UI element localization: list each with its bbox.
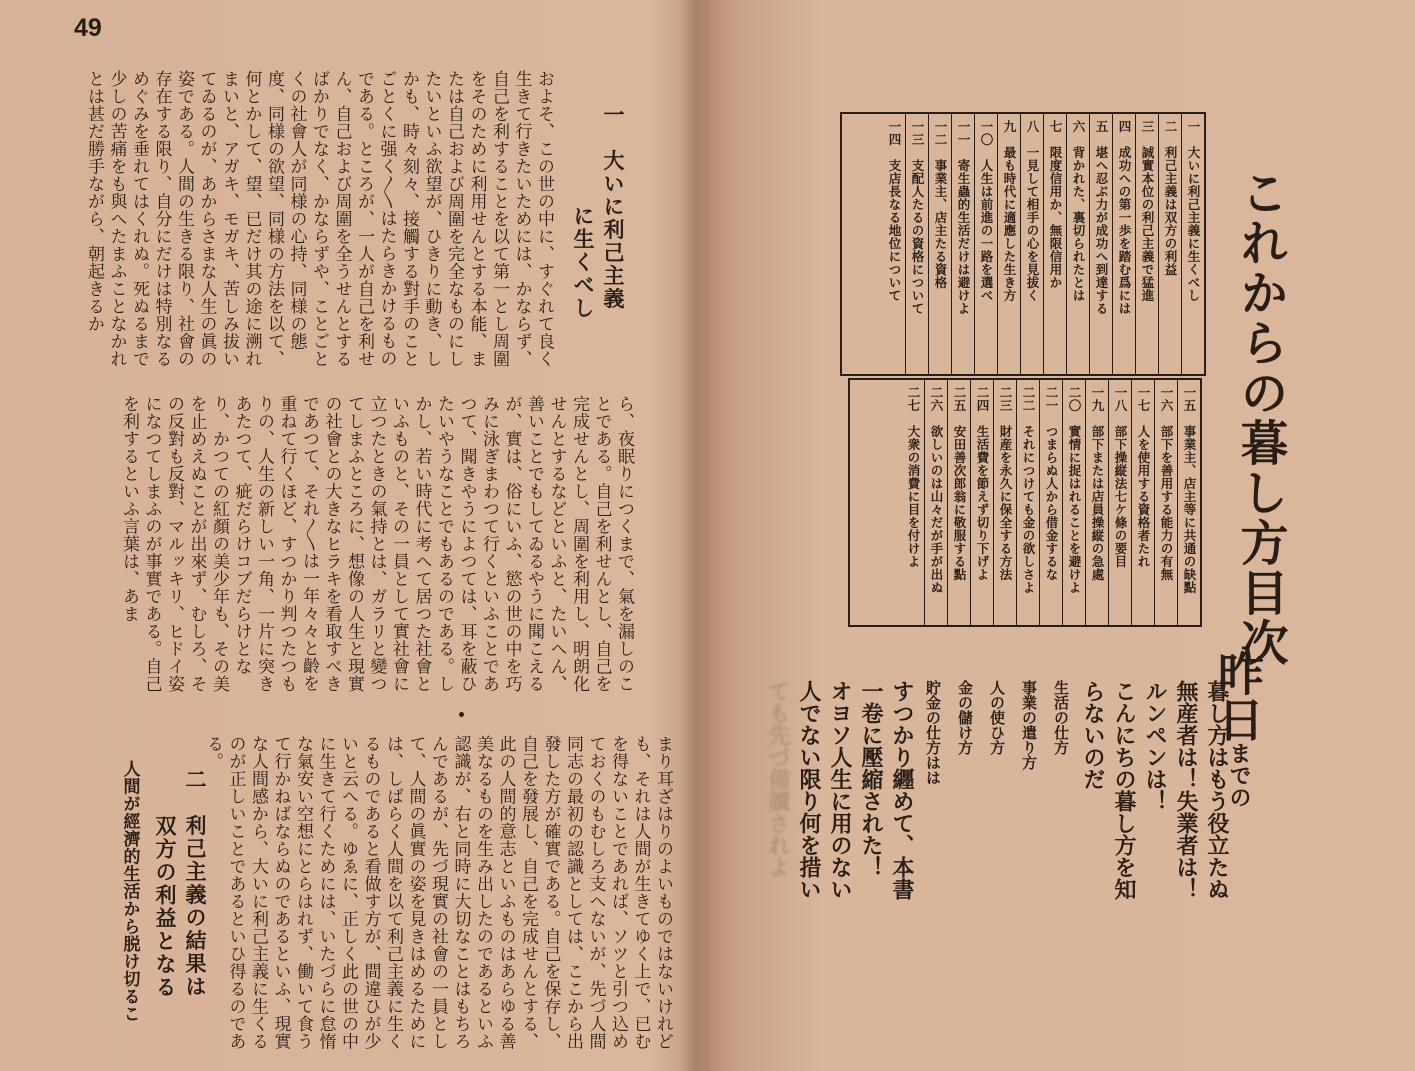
toc-item — [1112, 114, 1135, 374]
ad-list-1: 生活の仕方 — [1052, 680, 1070, 755]
ad-line-7: 一卷に壓縮された！ — [858, 680, 883, 878]
toc-item-text: 人生は前進の一路を選べ — [979, 158, 994, 302]
toc-item-text: 生活費を節えず切り下げよ — [975, 424, 990, 581]
toc-item-text: 誠實本位の利己主義で猛進 — [1140, 145, 1155, 302]
toc-item-text: 人を使用する資格者たれ — [1136, 424, 1151, 568]
toc-item-number: 一六 — [1159, 386, 1174, 412]
toc-item — [882, 114, 905, 374]
toc-item — [1181, 114, 1204, 374]
toc-item-text: 一見して相手の心を見拔く — [1025, 145, 1040, 302]
toc-item-number: 二二 — [1021, 386, 1036, 412]
toc-item — [1154, 380, 1177, 625]
toc-item-number: 九 — [1002, 120, 1017, 133]
toc-item-number: 二 — [1163, 120, 1178, 133]
toc-item-number: 一四 — [887, 120, 902, 146]
toc-item — [974, 114, 997, 374]
ad-line-9: 人でない限り何を措い — [796, 680, 821, 900]
ad-line-10: ても先づ備讀されよ — [765, 680, 790, 878]
toc-item-number: 一二 — [933, 120, 948, 146]
toc-item — [1158, 114, 1181, 374]
toc-item-number: 一 — [1186, 120, 1201, 133]
section2-heading-2: 双方の利益となる — [153, 815, 178, 999]
toc-item-text: 支店長なる地位について — [887, 158, 902, 302]
toc-item — [1089, 114, 1112, 374]
toc-item — [951, 114, 974, 374]
toc-item-text: 部下または店員操縦の急處 — [1090, 424, 1105, 581]
toc-box-1 — [840, 112, 1206, 376]
toc-item-number: 八 — [1025, 120, 1040, 133]
section2-prev-text: まり耳ざはりのよいものではないけれども、それは人間が生きてゆく上で、已むを得ないことであれば、ソツと引つ込めておくのもむしろ支へないが、先づ人間同志の最初の認識としては、ここから出發した方が確實である。自己を保存し、自己を發展し、自己を完成せんとする、此の人間的意志といふものはあらゆる善美なるものを生み出したのであるといふ認識が、右と同時に大切なことはもちろんであるが、先づ現實の社會の一員として、人間の眞實の姿を見きはめるためには、しばらく人間を以て利己主義に生くるものであると看做す方が、間違ひが少いと云へる。ゆゑに、正しく此の世の中に生きて行くためには、いたづらに怠惰な氣安い空想にとらはれず、働いて食うて行かねばならぬのであるといふ、現實な人間感から、大いに利己主義に生くるのが正しいことであるといひ得るのである。 — [203, 735, 673, 1050]
toc-item — [905, 114, 928, 374]
book-gutter — [680, 0, 710, 1071]
toc-item-number: 二五 — [952, 386, 967, 412]
section1-heading-2: に生くべし — [571, 205, 596, 320]
toc-item-text: 安田善次郎翁に敬服する點 — [952, 424, 967, 581]
ad-list-3: 人の使ひ方 — [988, 680, 1006, 755]
toc-item — [1177, 380, 1200, 625]
ad-line-3: ルンペンは！ — [1142, 680, 1167, 812]
ad-line-6: すつかり纒めて、本書 — [889, 680, 914, 900]
toc-title: これからの暮し方目次 — [1232, 168, 1288, 668]
toc-item-text: 實情に捉はれることを避けよ — [1067, 424, 1082, 594]
section2-body: 人間が經濟的生活から脱け切るこ — [119, 760, 140, 1023]
ad-list-2: 事業の遣り方 — [1020, 680, 1038, 770]
toc-item — [901, 380, 924, 625]
toc-item — [1062, 380, 1085, 625]
ad-list-5: 貯金の仕方はは — [924, 680, 942, 785]
toc-item — [947, 380, 970, 625]
section1-body-top: およそ、この世の中に、すぐれて良く生きて行きたいためには、かならず、自己を利することを以て第一とし周圍をそのために利用せんとする本能、または自己および周圍を完全なものにしたいといふ欲望が、ひきりに動き、しかも、時々刻々、接觸する對手のことごとくに强く〳〵はたらきかけるものである。ところが、一人が自己を利せん、自己および周圍を全うせんとするばかりでなく、かならずや、ことごとくの社會人が同様の心持、同様の態度、同様の欲望、同様の方法を以て、何とかして、望、已だけ其の途に溯れまいと、アガキ、モガキ、苦しみ拔いてゐるのが、あからさまな人生の眞の姿である。人間の生きる限り、社會の存在する限り、自分にだけは特別なるめぐみを垂れてはくれぬ。死ぬるまで少しの苦痛をも與へたまふことなかれとは甚だ勝手ながら、朝起きるか — [84, 70, 554, 368]
toc-item-number: 一三 — [910, 120, 925, 146]
toc-item-text: それにつけても金の欲しさよ — [1021, 424, 1036, 594]
section1-body-bottom: ら、夜眠りにつくまで、氣を漏しのことである。自己を利せんとし、自己を完成せんとし、周圍を利用し、明朗化せんとするなどといふと、たいへん、善いことでもしてゐるやうに聞こえるが、實は、俗にいふ、慾の世の中を巧みに泳ぎまわつて行くといふことであつて、聞きやうによつては、耳を蔽ひたいやうなことでもあるのである。しかし、若い時代に考へて居つた社會といふものと、その一員として實社會に立つたときの氣持とは、ガラリと變つてしまふところに、想像の人生と現實の社會との大きなヒラキを看取すべきであつて、それ〳〵は一年々々と齡を重ねて行くほど、すつかり判つたつもりの、人生の新しい一角、一片に突きあたつて、疵だらけコブだらけとなり、かつての紅顏の美少年も、その美を止めえぬことが出來ず、むしろ、その反對も反對、マルッキリ、ヒドイ姿になつてしまふのが事實である。自己を利するといふ言葉は、あま — [119, 395, 634, 693]
toc-item — [924, 380, 947, 625]
ad-list-4: 金の儲け方 — [956, 680, 974, 755]
toc-item-number: 一一 — [956, 120, 971, 146]
toc-item-text: 大いに利己主義に生くべし — [1186, 145, 1201, 302]
toc-item-text: 寄生蟲的生活だけは避けよ — [956, 158, 971, 315]
toc-item-text: 最も時代に適應した生き方 — [1002, 145, 1017, 302]
toc-item-number: 六 — [1071, 120, 1086, 133]
section2-heading — [180, 750, 240, 999]
toc-item — [928, 114, 951, 374]
toc-item-text: 支配人たるの資格について — [910, 158, 925, 315]
toc-item-number: 三 — [1140, 120, 1155, 133]
toc-item-number: 二四 — [975, 386, 990, 412]
toc-item-number: 二一 — [1044, 386, 1059, 412]
toc-item-number: 一七 — [1136, 386, 1151, 412]
section1-title-1: 大いに利己主義 — [601, 149, 626, 311]
toc-item-number: 一〇 — [979, 120, 994, 146]
toc-item-number: 一五 — [1182, 386, 1197, 412]
toc-item-text: 事業主、店主等に共通の缺點 — [1182, 424, 1197, 594]
page-number: 49 — [74, 14, 102, 42]
toc-item-text: 利己主義は双方の利益 — [1163, 145, 1178, 276]
ad-line-5: らないのだ — [1080, 680, 1105, 790]
section2-num: 二 — [183, 768, 208, 792]
toc-item-text: つまらぬ人から借金するな — [1044, 424, 1059, 581]
section1-heading — [598, 85, 658, 311]
toc-box-2 — [848, 378, 1202, 627]
toc-item-text: 限度信用か、無限信用か — [1048, 145, 1063, 289]
toc-item — [1043, 114, 1066, 374]
toc-item-number: 五 — [1094, 120, 1109, 133]
toc-item-text: 財産を永久に保全する方法 — [998, 424, 1013, 581]
toc-item — [1135, 114, 1158, 374]
ad-headline-big: 昨日 — [1211, 650, 1265, 742]
section2-title-1: 利己主義の結果は — [183, 814, 208, 999]
toc-item — [1131, 380, 1154, 625]
toc-item-text: 欲しいのは山々だが手が出ぬ — [929, 424, 944, 594]
toc-item-number: 二〇 — [1067, 386, 1082, 412]
toc-item — [1085, 380, 1108, 625]
toc-item — [1016, 380, 1039, 625]
toc-item-number: 二六 — [929, 386, 944, 412]
toc-item-text: 部下操縦法七ケ條の要目 — [1113, 424, 1128, 568]
toc-item-text: 成功への第一歩を踏む爲には — [1117, 145, 1132, 315]
toc-item-text: 堪へ忍ぶ力が成功へ到達する — [1094, 145, 1109, 315]
section1-num: 一 — [601, 103, 626, 127]
toc-item — [1066, 114, 1089, 374]
toc-item-number: 四 — [1117, 120, 1132, 133]
ad-body — [762, 680, 1232, 1010]
ad-line-1: 暮し方はもう役立たぬ — [1204, 680, 1229, 900]
toc-item-number: 一八 — [1113, 386, 1128, 412]
toc-item — [970, 380, 993, 625]
toc-item — [997, 114, 1020, 374]
toc-item-text: 大衆の消費に目を付けよ — [906, 424, 921, 568]
toc-item — [1108, 380, 1131, 625]
toc-item — [993, 380, 1016, 625]
ad-line-2: 無産者は！失業者は！ — [1173, 680, 1198, 900]
toc-item — [1020, 114, 1043, 374]
ad-line-4: こんにちの暮し方を知 — [1111, 680, 1136, 900]
ad-line-8: オヨソ人生に用のない — [827, 680, 852, 900]
toc-item-number: 一九 — [1090, 386, 1105, 412]
toc-item-number: 二三 — [998, 386, 1013, 412]
toc-item — [1039, 380, 1062, 625]
toc-item-text: 背かれた、裏切られたとは — [1071, 145, 1086, 302]
separator-dot — [459, 712, 464, 717]
toc-item-text: 事業主、店主たる資格 — [933, 158, 948, 289]
toc-item-text: 部下を善用する能力の有無 — [1159, 424, 1174, 581]
toc-item-number: 二七 — [906, 386, 921, 412]
toc-item-number: 七 — [1048, 120, 1063, 133]
ad-headline-small: までの — [1226, 742, 1251, 808]
